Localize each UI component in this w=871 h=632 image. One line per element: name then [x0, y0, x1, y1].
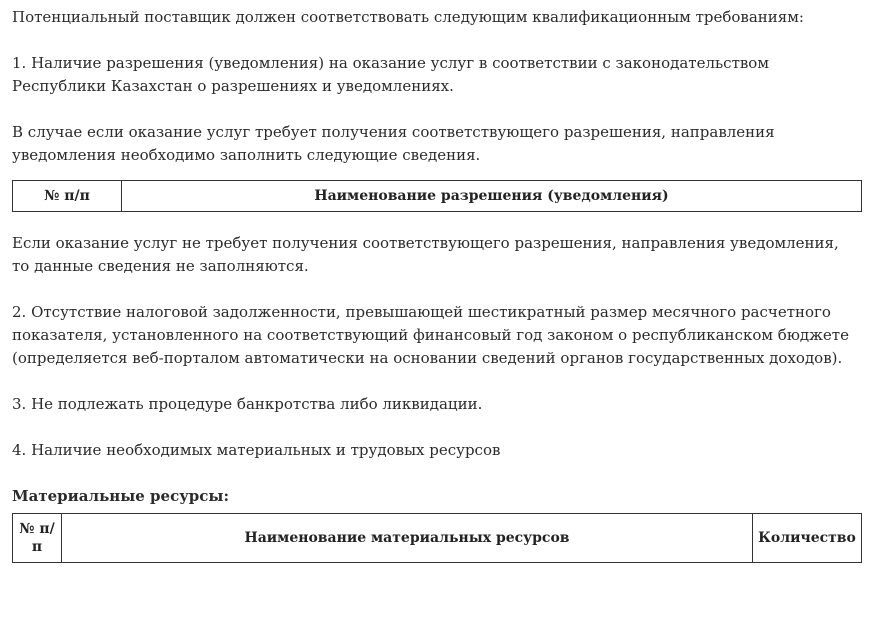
permit-col-number: № п/п: [13, 181, 122, 212]
requirement-1-note-2: Если оказание услуг не требует получения соответствующего разрешения, направления уведомления, то данные сведения не заполняются.: [12, 234, 839, 275]
requirement-1-note: В случае если оказание услуг требует получения соответствующего разрешения, направления уведомления необходимо заполнить следующие сведения.: [12, 123, 775, 164]
material-resources-heading: Материальные ресурсы:: [12, 487, 229, 505]
material-resources-table: [12, 513, 862, 563]
material-table-header-row: [13, 514, 862, 563]
permit-table: [12, 180, 862, 212]
material-col-name: Наименование материальных ресурсов: [62, 514, 753, 563]
requirement-4: 4. Наличие необходимых материальных и трудовых ресурсов: [12, 441, 501, 459]
intro-paragraph: Потенциальный поставщик должен соответствовать следующим квалификационным требованиям:: [12, 8, 804, 26]
permit-col-name: Наименование разрешения (уведомления): [122, 181, 862, 212]
requirement-2: 2. Отсутствие налоговой задолженности, превышающей шестикратный размер месячного расчетного показателя, установленного на соответствующий финансовый год законом о республиканском бюджете (определяется веб-порталом автоматически на основании сведений органов государственных доходов).: [12, 303, 849, 367]
material-col-quantity: Количество: [753, 514, 862, 563]
requirement-1: 1. Наличие разрешения (уведомления) на оказание услуг в соответствии с законодательством Республики Казахстан о разрешениях и уведомлениях.: [12, 54, 770, 95]
permit-table-header-row: [13, 181, 862, 212]
material-col-number: № п/п: [13, 514, 62, 563]
requirement-3: 3. Не подлежать процедуре банкротства либо ликвидации.: [12, 395, 483, 413]
